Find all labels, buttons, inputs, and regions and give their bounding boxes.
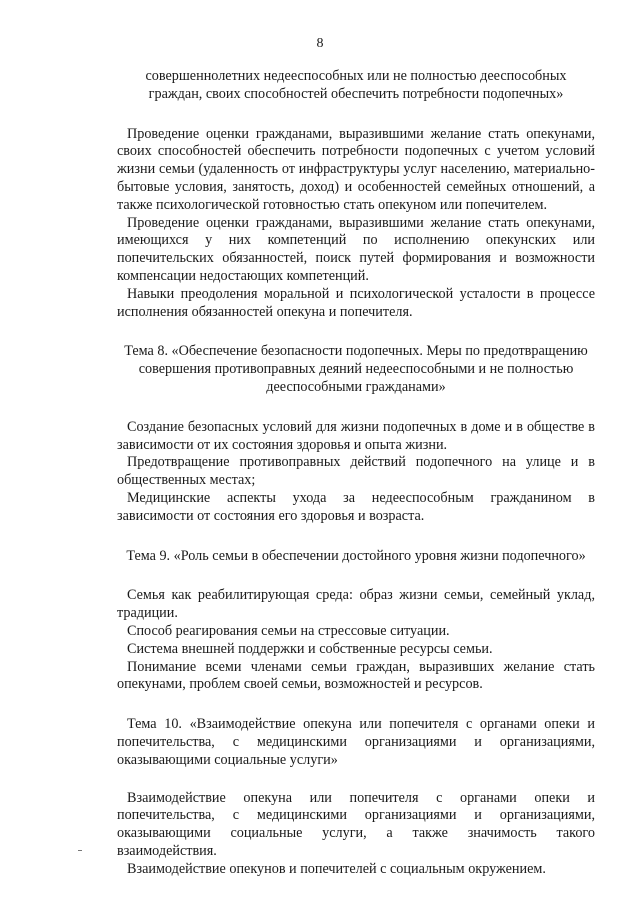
- intro-paragraph-2: Проведение оценки гражданами, выразившими желание стать опекунами, имеющихся у них компетенций по исполнению опекунских или попечительских обязанностей, поиск путей формирования и возможности компенсации недостающих компетенций.: [117, 214, 595, 284]
- intro-paragraph-1: Проведение оценки гражданами, выразившими желание стать опекунами, своих способностей обеспечить потребности подопечных с учетом условий жизни семьи (удаленность от инфраструктуры услуг населению, материально-бытовые условия, занятость, доход) и особенностей семейных отношений, а также психологической готовностью стать опекуном или попечителем.: [117, 125, 595, 213]
- topic9-paragraph-4: Понимание всеми членами семьи граждан, выразивших желание стать опекунами, проблем своей семьи, возможностей и ресурсов.: [117, 658, 595, 693]
- topic8-paragraph-2: Предотвращение противоправных действий подопечного на улице и в общественных местах;: [117, 454, 595, 489]
- page-content: [117, 68, 595, 878]
- intro-heading: совершеннолетних недееспособных или не полностью дееспособных граждан, своих способностей обеспечить потребности подопечных»: [145, 68, 567, 102]
- scan-speck: [78, 850, 82, 851]
- topic9-heading: Тема 9. «Роль семьи в обеспечении достойного уровня жизни подопечного»: [126, 547, 586, 564]
- topic8-paragraph-1: Создание безопасных условий для жизни подопечных в доме и в обществе в зависимости от их состояния здоровья и опыта жизни.: [117, 418, 595, 453]
- page-number: 8: [316, 36, 324, 51]
- topic9-paragraph-2: Способ реагирования семьи на стрессовые ситуации.: [127, 622, 450, 639]
- topic10-paragraph-2: Взаимодействие опекунов и попечителей с социальным окружением.: [127, 860, 546, 877]
- topic9-paragraph-3: Система внешней поддержки и собственные ресурсы семьи.: [127, 640, 493, 657]
- topic9-paragraph-1: Семья как реабилитирующая среда: образ жизни семьи, семейный уклад, традиции.: [117, 587, 595, 622]
- intro-paragraph-3: Навыки преодоления моральной и психологической усталости в процессе исполнения обязанностей опекуна и попечителя.: [117, 285, 595, 320]
- intro-section: [117, 126, 595, 322]
- topic10-paragraph-1: Взаимодействие опекуна или попечителя с органами опеки и попечительства, с медицинскими организациями и организациями, оказывающими социальные услуги, а также значимость такого взаимодействия.: [117, 789, 595, 859]
- topic10-section: [117, 790, 595, 879]
- topic9-section: [117, 587, 595, 694]
- topic8-heading: Тема 8. «Обеспечение безопасности подопечных. Меры по предотвращению совершения противоправных деяний недееспособными и не полностью дееспособными гражданами»: [124, 343, 588, 395]
- topic10-heading: Тема 10. «Взаимодействие опекуна или попечителя с органами опеки и попечительства, с медицинскими организациями и организациями, оказывающими социальные услуги»: [117, 716, 595, 768]
- topic8-paragraph-3: Медицинские аспекты ухода за недееспособным гражданином в зависимости от состояния его здоровья и возраста.: [117, 489, 595, 524]
- topic8-section: [117, 419, 595, 526]
